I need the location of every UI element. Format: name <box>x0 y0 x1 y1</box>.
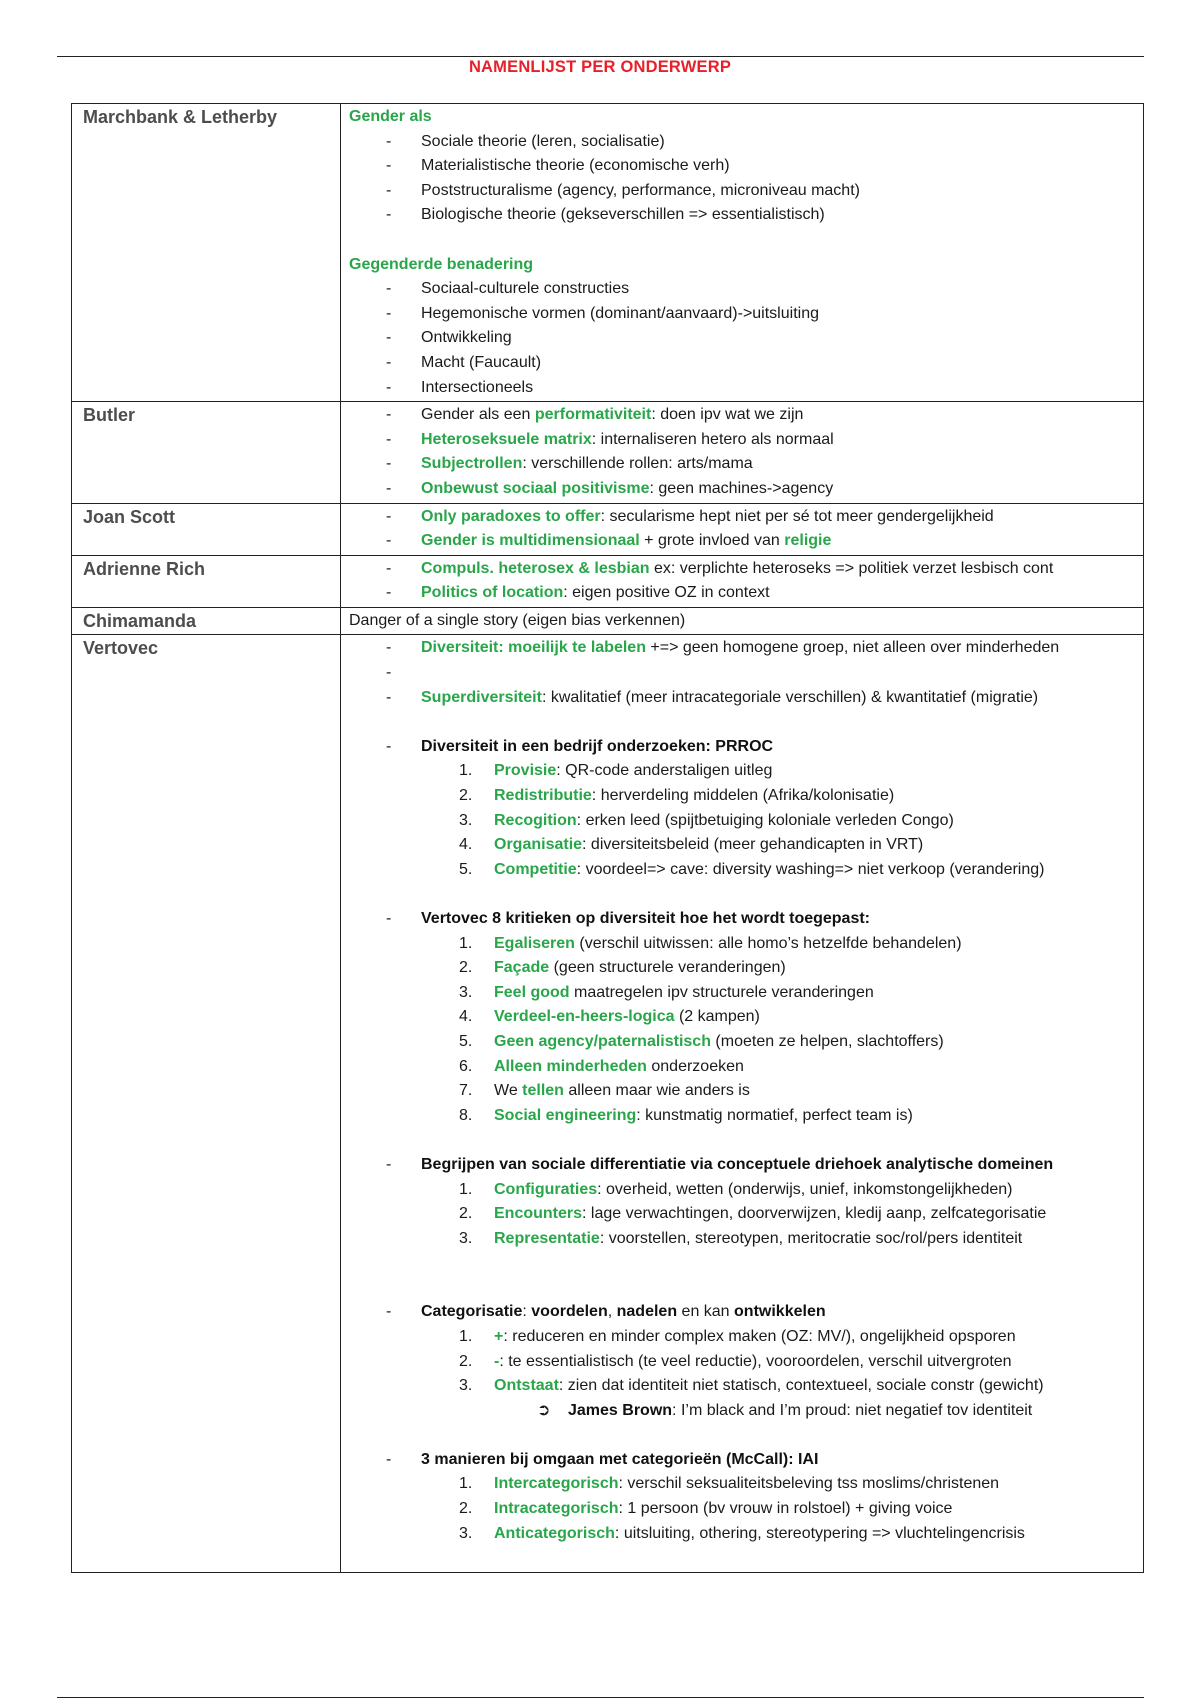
list-item: - Sociale theorie (leren, socialisatie) <box>349 130 1137 155</box>
list-item: - Materialistische theorie (economische verh) <box>349 154 1137 179</box>
list-item: - Diversiteit in een bedrijf onderzoeken: PRROC <box>349 735 1137 760</box>
bullet-list <box>349 1300 1137 1325</box>
row-content <box>341 402 1144 503</box>
list-item: - Vertovec 8 kritieken op diversiteit hoe het wordt toegepast: <box>349 907 1137 932</box>
bullet-list <box>349 636 1137 685</box>
list-item: 8. Social engineering: kunstmatig normatief, perfect team is) <box>459 1106 913 1124</box>
bullet-list <box>349 907 1137 932</box>
list-item: 1. Intercategorisch: verschil seksualiteitsbeleving tss moslims/christenen <box>459 1475 1000 1493</box>
list-item: - Biologische theorie (gekseverschillen => essentialistisch) <box>349 203 1137 228</box>
list-item: - Politics of location: eigen positive OZ in context <box>349 581 1137 606</box>
header-rule <box>57 56 1144 57</box>
list-item: - Ontwikkeling <box>349 326 1137 351</box>
list-item: - 3 manieren bij omgaan met categorieën (McCall): IAI <box>349 1448 1137 1473</box>
list-item: - Diversiteit: moeilijk te labelen +=> geen homogene groep, niet alleen over minderheden <box>349 636 1137 661</box>
arrow-icon: ➲ <box>537 1401 551 1419</box>
numbered-list-categorisation <box>349 1325 1137 1399</box>
list-item: 2. -: te essentialistisch (te veel reductie), vooroordelen, verschil uitvergroten <box>459 1352 1012 1370</box>
list-item: 1. +: reduceren en minder complex maken (OZ: MV/), ongelijkheid opsporen <box>459 1327 1016 1345</box>
list-item: 2. Encounters: lage verwachtingen, doorverwijzen, kledij aanp, zelfcategorisatie <box>459 1205 1047 1223</box>
section-heading: Gender als <box>349 108 432 125</box>
list-item: 1. Egaliseren (verschil uitwissen: alle homo’s hetzelfde behandelen) <box>459 934 962 952</box>
list-item: 3. Representatie: voorstellen, stereotypen, meritocratie soc/rol/pers identiteit <box>459 1229 1023 1247</box>
list-item: - Gender als een performativiteit: doen ipv wat we zijn <box>349 403 1137 428</box>
bullet-list <box>349 130 1137 228</box>
list-item: 3. Ontstaat: zien dat identiteit niet statisch, contextueel, sociale constr (gewicht) <box>459 1377 1044 1395</box>
list-item: - Subjectrollen: verschillende rollen: arts/mama <box>349 452 1137 477</box>
list-item: 1. Provisie: QR-code anderstaligen uitleg <box>459 762 773 780</box>
row-content <box>341 104 1144 402</box>
list-item: - Compuls. heterosex & lesbian ex: verplichte heteroseks => politiek verzet lesbisch cont <box>349 557 1137 582</box>
author-name: Butler <box>72 402 341 503</box>
spacer <box>349 661 1137 686</box>
list-item: 6. Alleen minderheden onderzoeken <box>459 1057 744 1075</box>
list-item: - Macht (Faucault) <box>349 351 1137 376</box>
table-row <box>72 607 1144 635</box>
list-item: - Heteroseksuele matrix: internaliseren hetero als normaal <box>349 428 1137 453</box>
author-name: Adrienne Rich <box>72 555 341 607</box>
numbered-list-mccall <box>349 1472 1137 1546</box>
numbered-list-triangle <box>349 1178 1137 1252</box>
list-item: - Categorisatie: voordelen, nadelen en kan ontwikkelen <box>349 1300 1137 1325</box>
row-content: Danger of a single story (eigen bias verkennen) <box>341 607 1144 635</box>
list-item: - Intersectioneels <box>349 376 1137 401</box>
author-name: Joan Scott <box>72 503 341 555</box>
row-content <box>341 555 1144 607</box>
document-title: NAMENLIJST PER ONDERWERP <box>468 58 732 76</box>
table-row <box>72 555 1144 607</box>
bullet-list <box>349 1448 1137 1473</box>
list-item: - Superdiversiteit: kwalitatief (meer intracategoriale verschillen) & kwantitatief (migratie) <box>349 686 1137 711</box>
table-row <box>72 635 1144 1573</box>
list-item: 1. Configuraties: overheid, wetten (onderwijs, unief, inkomstongelijkheden) <box>459 1180 1013 1198</box>
table-row <box>72 104 1144 402</box>
bullet-list <box>349 735 1137 760</box>
bullet-list <box>349 686 1137 711</box>
list-item: 4. Organisatie: diversiteitsbeleid (meer gehandicapten in VRT) <box>459 836 924 854</box>
list-item: - Gender is multidimensionaal + grote invloed van religie <box>349 529 1137 554</box>
list-item: 3. Recogition: erken leed (spijtbetuiging koloniale verleden Congo) <box>459 811 954 829</box>
row-content <box>341 635 1144 1573</box>
list-item: 7. We tellen alleen maar wie anders is <box>459 1082 750 1100</box>
bullet-list <box>349 1153 1137 1178</box>
list-item: - Poststructuralisme (agency, performance, microniveau macht) <box>349 179 1137 204</box>
list-item: 4. Verdeel-en-heers-logica (2 kampen) <box>459 1008 760 1026</box>
numbered-list-prroc <box>349 759 1137 882</box>
list-item: - Sociaal-culturele constructies <box>349 277 1137 302</box>
arrow-sub-item: ➲ James Brown: I’m black and I’m proud: niet negatief tov identiteit <box>349 1399 1137 1424</box>
list-item: - Begrijpen van sociale differentiatie via conceptuele driehoek analytische domeinen <box>349 1153 1137 1178</box>
table-row <box>72 503 1144 555</box>
footer-rule <box>57 1697 1144 1698</box>
list-item: - Onbewust sociaal positivisme: geen machines->agency <box>349 477 1137 502</box>
section-heading: Gegenderde benadering <box>349 255 534 273</box>
bullet-list <box>349 505 1137 554</box>
list-item: 2. Redistributie: herverdeling middelen (Afrika/kolonisatie) <box>459 787 895 805</box>
list-item: 3. Feel good maatregelen ipv structurele veranderingen <box>459 983 874 1001</box>
bullet-list <box>349 403 1137 501</box>
author-name: Vertovec <box>72 635 341 1573</box>
bullet-list <box>349 557 1137 606</box>
author-name: Marchbank & Letherby <box>72 104 341 402</box>
table-row <box>72 402 1144 503</box>
author-name: Chimamanda <box>72 607 341 635</box>
list-item: - Only paradoxes to offer: secularisme hept niet per sé tot meer gendergelijkheid <box>349 505 1137 530</box>
names-table <box>71 103 1144 1573</box>
list-item: 3. Anticategorisch: uitsluiting, othering, stereotypering => vluchtelingencrisis <box>459 1524 1025 1542</box>
list-item: - Hegemonische vormen (dominant/aanvaard)->uitsluiting <box>349 302 1137 327</box>
list-item: 5. Geen agency/paternalistisch (moeten ze helpen, slachtoffers) <box>459 1032 944 1050</box>
list-item: 5. Competitie: voordeel=> cave: diversity washing=> niet verkoop (verandering) <box>459 860 1045 878</box>
row-content <box>341 503 1144 555</box>
numbered-list-critiques <box>349 932 1137 1129</box>
list-item: 2. Façade (geen structurele veranderingen) <box>459 959 786 977</box>
bullet-list <box>349 277 1137 400</box>
list-item: 2. Intracategorisch: 1 persoon (bv vrouw in rolstoel) + giving voice <box>459 1500 953 1518</box>
